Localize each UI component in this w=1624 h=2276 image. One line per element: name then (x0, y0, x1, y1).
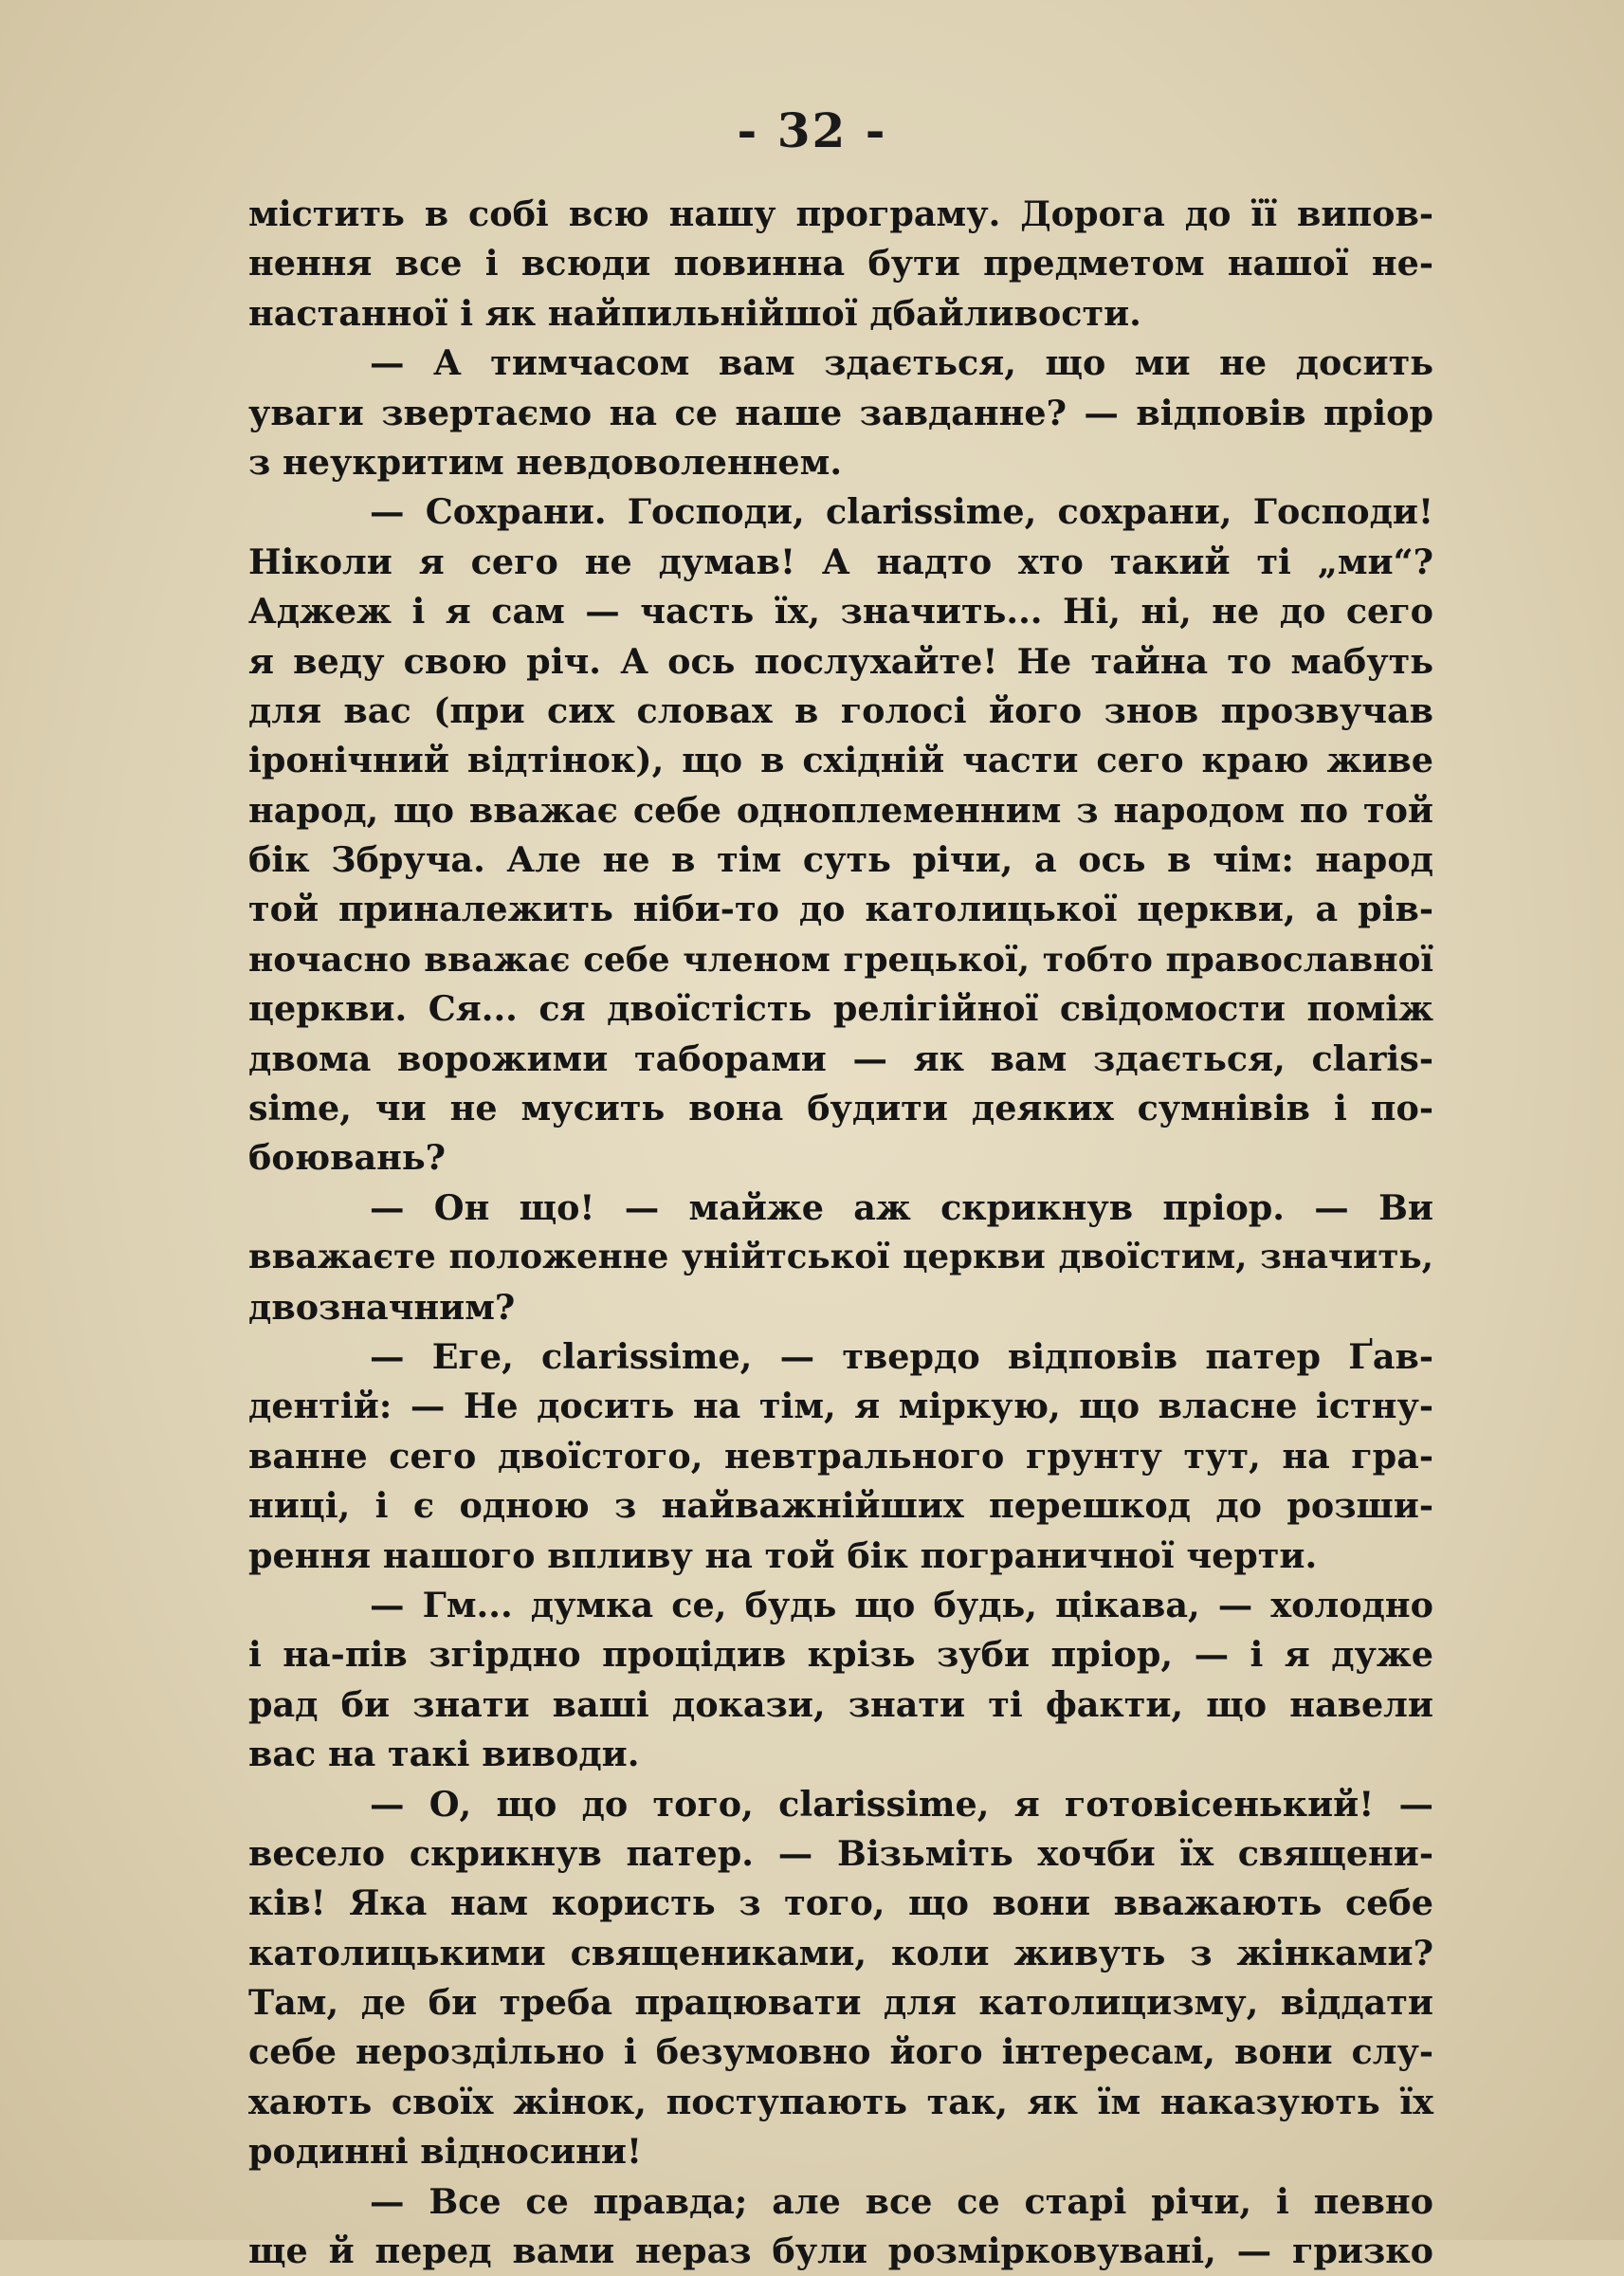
text-line: двозначним? (248, 1286, 516, 1328)
text-line: родинні відносини! (248, 2131, 642, 2173)
text-line: ночасно вважає себе членом грецької, тобто православної (248, 939, 1433, 980)
text-line: — Сохрани. Господи, clarissime, сохрани, Господи! (370, 491, 1433, 533)
text-line: для вас (при сих словах в голосі його знов прозвучав (248, 689, 1433, 731)
text-line: нення все і всюди повинна бути предметом нашої не- (248, 243, 1433, 284)
text-line: — О, що до того, clarissime, я готовісенький! — (370, 1783, 1433, 1825)
text-line: бік Збруча. Але не в тім суть річи, а ось в чім: народ (248, 839, 1433, 881)
text-line: двома ворожими таборами — як вам здається, claris- (248, 1037, 1433, 1079)
text-line: містить в собі всю нашу програму. Дорога до її випов- (248, 193, 1433, 234)
text-line: і на-пів згірдно процідив крізь зуби пріор, — і я дуже (248, 1634, 1433, 1676)
text-line: вважаєте положенне унійтської церкви двоїстим, значить, (248, 1238, 1433, 1277)
text-line: sime, чи не мусить вона будити деяких сумнівів і по- (248, 1088, 1433, 1129)
text-line: ниці, і є одною з найважнійших перешкод до розши- (248, 1485, 1433, 1527)
text-line: — А тимчасом вам здається, що ми не досить (370, 342, 1433, 384)
text-line: — Гм... думка се, будь що будь, цікава, — холодно (370, 1584, 1433, 1625)
text-line: я веду свою річ. А ось послухайте! Не тайна то мабуть (248, 640, 1433, 682)
text-line: з неукритим невдоволеннем. (248, 441, 843, 483)
text-line: народ, що вважає себе одноплеменним з народом по той (248, 789, 1433, 831)
text-line: рад би знати ваші докази, знати ті факти, що навели (248, 1683, 1433, 1725)
text-line: боювань? (248, 1137, 447, 1179)
page-number: - 32 - (737, 102, 887, 158)
text-line: ванне сего двоїстого, невтрального грунту тут, на гра- (248, 1435, 1433, 1477)
text-line: рення нашого впливу на той бік пограничної черти. (248, 1534, 1318, 1576)
body-text (248, 190, 1433, 2276)
text-line: — Он що! — майже аж скрикнув пріор. — Ви (370, 1186, 1433, 1228)
text-line: — Еге, clarissime, — твердо відповів патер Ґав- (370, 1335, 1433, 1377)
text-line: іронічний відтінок), що в східній части сего краю живе (248, 740, 1433, 781)
text-line: той приналежить ніби-то до католицької церкви, а рів- (248, 889, 1433, 930)
text-line: настанної і як найпильнійшої дбайливости. (248, 292, 1141, 334)
text-line: ще й перед вами нераз були розмірковувані, — гризко (248, 2230, 1433, 2272)
text-line: вас на такі виводи. (248, 1734, 640, 1775)
text-line: Ніколи я сего не думав! А надто хто такий ті „ми“? (248, 541, 1433, 582)
text-line: католицькими священиками, коли живуть з жінками? (248, 1932, 1433, 1973)
text-line: — Все се правда; але все се старі річи, і певно (370, 2180, 1433, 2222)
text-line: весело скрикнув патер. — Візьміть хочби їх священи- (248, 1832, 1433, 1874)
text-line: Там, де би треба працювати для католицизму, віддати (248, 1982, 1433, 2024)
text-line: себе нероздільно і безумовно його інтересам, вони слу- (248, 2031, 1433, 2073)
text-line: хають своїх жінок, поступають так, як їм наказують їх (248, 2081, 1433, 2122)
text-line: уваги звертаємо на се наше завданне? — відповів пріор (248, 392, 1433, 433)
text-line: церкви. Ся... ся двоїстість релігійної свідомости поміж (248, 988, 1433, 1030)
text-line: дентій: — Не досить на тім, я міркую, що власне істну- (248, 1386, 1433, 1427)
text-line: Аджеж і я сам — часть їх, значить... Ні, ні, не до сего (248, 591, 1433, 633)
text-line: ків! Яка нам користь з того, що вони вважають себе (248, 1882, 1433, 1924)
